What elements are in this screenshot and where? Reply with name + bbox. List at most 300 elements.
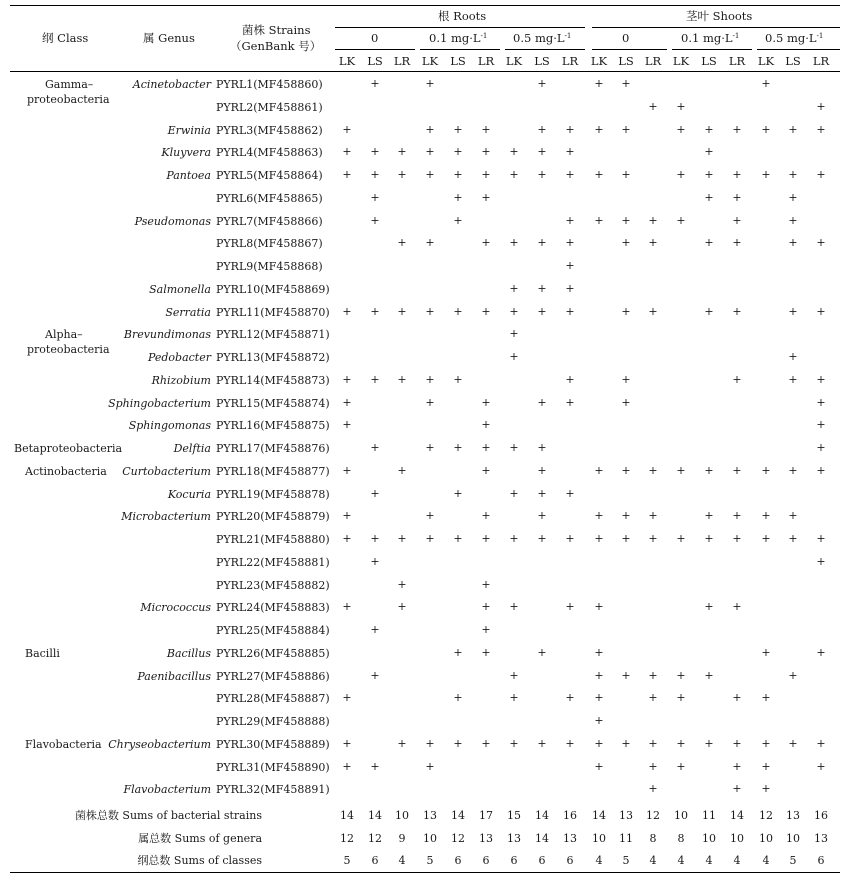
presence-mark: + — [370, 486, 380, 500]
presence-mark: + — [676, 691, 686, 705]
presence-mark: + — [509, 281, 519, 295]
presence-mark: + — [342, 145, 352, 159]
presence-mark: + — [481, 168, 491, 181]
conc-rule-roots-05 — [505, 49, 585, 50]
genus-label: Pseudomonas — [134, 214, 211, 228]
genus-label: Rhizobium — [151, 373, 211, 387]
presence-mark: + — [537, 532, 547, 545]
presence-mark: + — [537, 736, 547, 750]
presence-mark: + — [425, 532, 435, 545]
strain-label: PYRL13(MF458872) — [216, 351, 330, 364]
presence-mark: + — [594, 122, 604, 136]
presence-mark: + — [370, 372, 380, 386]
presence-mark: + — [565, 395, 575, 409]
summary-value: 10 — [702, 831, 716, 845]
subcolumn-header-lr: LR — [393, 54, 411, 68]
strain-label: PYRL14(MF458873) — [216, 373, 330, 387]
presence-mark: + — [397, 236, 407, 250]
class-label: Alpha– — [45, 328, 83, 342]
summary-value: 4 — [649, 854, 657, 867]
strain-column-subheader: （GenBank 号） — [230, 39, 322, 53]
summary-value: 14 — [368, 809, 382, 822]
presence-mark: + — [537, 463, 547, 477]
presence-mark: + — [342, 600, 352, 614]
presence-mark: + — [397, 577, 407, 591]
strain-label: PYRL29(MF458888) — [216, 715, 330, 728]
subcolumn-header-lr: LR — [812, 54, 830, 68]
summary-value: 8 — [649, 831, 657, 845]
conc-rule-roots-01 — [420, 49, 500, 50]
presence-mark: + — [594, 714, 604, 727]
summary-value: 12 — [646, 809, 660, 822]
presence-mark: + — [621, 213, 631, 227]
concentration-label: 0.1 mg·L — [681, 31, 733, 45]
presence-mark: + — [537, 281, 547, 295]
presence-mark: + — [481, 418, 491, 432]
conc-rule-shoots-0 — [592, 49, 667, 50]
class-label: proteobacteria — [27, 343, 110, 357]
subcolumn-header-lk: LK — [505, 54, 523, 68]
table-top-rule — [10, 5, 840, 6]
presence-mark: + — [453, 372, 463, 386]
summary-value: 14 — [730, 809, 744, 822]
presence-mark: + — [761, 736, 771, 750]
subcolumn-header-lk: LK — [672, 54, 690, 68]
presence-mark: + — [509, 668, 519, 682]
presence-mark: + — [509, 304, 519, 318]
subcolumn-header-lr: LR — [561, 54, 579, 68]
presence-mark: + — [565, 304, 575, 318]
strain-label: PYRL1(MF458860) — [216, 78, 323, 91]
presence-mark: + — [342, 532, 352, 545]
summary-value: 13 — [563, 831, 577, 845]
presence-mark: + — [761, 691, 771, 705]
presence-mark: + — [594, 463, 604, 477]
presence-mark: + — [537, 645, 547, 659]
summary-value: 6 — [482, 854, 490, 867]
presence-mark: + — [453, 168, 463, 181]
summary-label: 属总数 Sums of genera — [138, 831, 262, 845]
summary-value: 13 — [786, 809, 800, 822]
presence-mark: + — [648, 99, 658, 113]
summary-value: 14 — [592, 809, 606, 822]
strain-label: PYRL21(MF458880) — [216, 533, 330, 546]
presence-mark: + — [761, 77, 771, 90]
genus-label: Pedobacter — [147, 351, 211, 364]
presence-mark: + — [676, 736, 686, 750]
summary-value: 12 — [759, 809, 773, 822]
presence-mark: + — [565, 281, 575, 295]
presence-mark: + — [761, 509, 771, 523]
summary-value: 14 — [451, 809, 465, 822]
presence-mark: + — [704, 736, 714, 750]
strain-label: PYRL11(MF458870) — [216, 305, 330, 319]
presence-mark: + — [509, 145, 519, 159]
presence-mark: + — [370, 77, 380, 90]
presence-mark: + — [621, 122, 631, 136]
genus-label: Microbacterium — [121, 510, 211, 524]
presence-mark: + — [761, 122, 771, 136]
class-column-header: 纲 Class — [42, 31, 89, 45]
summary-value: 10 — [759, 831, 773, 845]
presence-mark: + — [621, 736, 631, 750]
class-label: Flavobacteria — [25, 737, 102, 751]
strain-label: PYRL23(MF458882) — [216, 578, 330, 592]
strain-label: PYRL17(MF458876) — [216, 442, 330, 455]
presence-mark: + — [761, 759, 771, 773]
summary-value: 14 — [340, 809, 354, 822]
concentration-label: 0.1 mg·L — [429, 31, 481, 45]
subcolumn-header-ls: LS — [534, 54, 550, 68]
presence-mark: + — [342, 395, 352, 409]
presence-mark: + — [732, 759, 742, 773]
presence-mark: + — [425, 168, 435, 181]
summary-label: 菌株总数 Sums of bacterial strains — [74, 809, 262, 822]
presence-mark: + — [397, 600, 407, 614]
summary-value: 4 — [705, 854, 713, 867]
shoots-group-header: 茎叶 Shoots — [686, 9, 753, 23]
presence-mark: + — [648, 736, 658, 750]
presence-mark: + — [565, 372, 575, 386]
class-label: Betaproteobacteria — [14, 442, 123, 455]
presence-mark: + — [509, 532, 519, 545]
concentration-unit-exponent: -1 — [564, 32, 572, 40]
presence-mark: + — [537, 236, 547, 250]
presence-mark: + — [397, 304, 407, 318]
strain-label: PYRL8(MF458867) — [216, 237, 323, 251]
presence-mark: + — [425, 372, 435, 386]
genus-label: Sphingomonas — [128, 419, 211, 433]
concentration-header — [371, 33, 378, 45]
presence-mark: + — [761, 463, 771, 477]
presence-mark: + — [594, 645, 604, 659]
presence-mark: + — [453, 190, 463, 204]
summary-value: 5 — [426, 854, 434, 867]
presence-mark: + — [788, 736, 798, 750]
strain-label: PYRL5(MF458864) — [216, 169, 323, 182]
presence-mark: + — [481, 600, 491, 614]
presence-mark: + — [537, 441, 547, 454]
subcolumn-header-ls: LS — [367, 54, 383, 68]
presence-mark: + — [676, 532, 686, 545]
concentration-header — [429, 33, 487, 45]
presence-mark: + — [370, 623, 380, 636]
presence-mark: + — [788, 122, 798, 136]
presence-mark: + — [648, 463, 658, 477]
presence-mark: + — [816, 463, 826, 477]
presence-mark: + — [648, 691, 658, 705]
presence-mark: + — [676, 99, 686, 113]
presence-mark: + — [453, 645, 463, 659]
presence-mark: + — [816, 441, 826, 454]
strain-label: PYRL15(MF458874) — [216, 396, 330, 410]
summary-label: 纲总数 Sums of classes — [137, 854, 262, 867]
genus-label: Brevundimonas — [123, 328, 211, 342]
presence-mark: + — [788, 213, 798, 227]
genus-label: Curtobacterium — [122, 464, 211, 478]
presence-mark: + — [481, 236, 491, 250]
presence-mark: + — [481, 145, 491, 159]
presence-mark: + — [704, 122, 714, 136]
strain-label: PYRL25(MF458884) — [216, 624, 330, 637]
genus-label: Paenibacillus — [137, 669, 211, 683]
presence-mark: + — [537, 486, 547, 500]
presence-mark: + — [704, 668, 714, 682]
presence-mark: + — [648, 782, 658, 796]
presence-mark: + — [788, 236, 798, 250]
concentration-header — [765, 33, 823, 45]
concentration-label: 0 — [622, 31, 630, 45]
presence-mark: + — [509, 168, 519, 181]
strain-label: PYRL6(MF458865) — [216, 191, 323, 205]
presence-mark: + — [761, 168, 771, 181]
strain-label: PYRL12(MF458871) — [216, 328, 330, 342]
presence-mark: + — [370, 145, 380, 159]
genus-label: Bacillus — [166, 646, 211, 660]
subcolumn-header-lk: LK — [421, 54, 439, 68]
presence-mark: + — [565, 213, 575, 227]
presence-mark: + — [453, 145, 463, 159]
presence-mark: + — [732, 509, 742, 523]
presence-mark: + — [621, 532, 631, 545]
presence-mark: + — [648, 509, 658, 523]
presence-mark: + — [397, 372, 407, 386]
presence-mark: + — [342, 736, 352, 750]
presence-mark: + — [732, 304, 742, 318]
presence-mark: + — [370, 532, 380, 545]
presence-mark: + — [481, 463, 491, 477]
class-label: Bacilli — [25, 646, 60, 660]
presence-mark: + — [594, 77, 604, 90]
conc-rule-roots-0 — [335, 49, 415, 50]
presence-mark: + — [732, 190, 742, 204]
presence-mark: + — [453, 122, 463, 136]
presence-mark: + — [481, 736, 491, 750]
presence-mark: + — [481, 645, 491, 659]
presence-mark: + — [370, 168, 380, 181]
presence-mark: + — [648, 532, 658, 545]
presence-mark: + — [537, 509, 547, 523]
presence-mark: + — [676, 668, 686, 682]
class-label: Actinobacteria — [25, 464, 107, 478]
summary-value: 13 — [619, 809, 633, 822]
presence-mark: + — [425, 736, 435, 750]
presence-mark: + — [370, 304, 380, 318]
presence-mark: + — [370, 668, 380, 682]
genus-label: Acinetobacter — [132, 78, 211, 91]
conc-rule-shoots-05 — [757, 49, 840, 50]
concentration-header — [681, 33, 739, 45]
presence-mark: + — [425, 759, 435, 773]
subcolumn-header-ls: LS — [450, 54, 466, 68]
genus-label: Kluyvera — [161, 146, 211, 160]
presence-mark: + — [397, 145, 407, 159]
presence-mark: + — [732, 463, 742, 477]
summary-value: 10 — [786, 831, 800, 845]
summary-value: 13 — [814, 831, 828, 845]
presence-mark: + — [761, 532, 771, 545]
summary-value: 6 — [566, 854, 574, 867]
presence-mark: + — [732, 122, 742, 136]
presence-mark: + — [342, 691, 352, 705]
presence-mark: + — [594, 759, 604, 773]
presence-mark: + — [732, 168, 742, 181]
presence-mark: + — [704, 145, 714, 159]
presence-mark: + — [453, 213, 463, 227]
summary-value: 12 — [451, 831, 465, 845]
summary-value: 6 — [510, 854, 518, 867]
summary-value: 12 — [368, 831, 382, 845]
presence-mark: + — [594, 736, 604, 750]
summary-value: 13 — [507, 831, 521, 845]
presence-mark: + — [481, 304, 491, 318]
summary-value: 4 — [677, 854, 685, 867]
presence-mark: + — [425, 145, 435, 159]
strain-label: PYRL16(MF458875) — [216, 419, 330, 433]
presence-mark: + — [509, 236, 519, 250]
summary-value: 14 — [535, 809, 549, 822]
presence-mark: + — [565, 236, 575, 250]
subcolumn-header-lk: LK — [757, 54, 775, 68]
presence-mark: + — [732, 600, 742, 614]
concentration-unit-exponent: -1 — [480, 32, 488, 40]
presence-mark: + — [509, 441, 519, 454]
presence-mark: + — [704, 532, 714, 545]
roots-group-header: 根 Roots — [438, 9, 487, 23]
summary-value: 9 — [398, 831, 406, 845]
genus-column-header: 属 Genus — [143, 31, 195, 45]
subcolumn-header-lr: LR — [477, 54, 495, 68]
presence-mark: + — [704, 600, 714, 614]
presence-mark: + — [565, 486, 575, 500]
strain-label: PYRL9(MF458868) — [216, 260, 323, 273]
genus-label: Kocuria — [167, 487, 211, 501]
strain-label: PYRL24(MF458883) — [216, 601, 330, 615]
presence-mark: + — [370, 441, 380, 454]
presence-mark: + — [370, 759, 380, 773]
presence-mark: + — [761, 782, 771, 796]
presence-mark: + — [676, 759, 686, 773]
presence-mark: + — [425, 441, 435, 454]
presence-mark: + — [816, 99, 826, 113]
genus-label: Flavobacterium — [123, 783, 211, 797]
presence-mark: + — [509, 691, 519, 705]
presence-mark: + — [453, 532, 463, 545]
presence-mark: + — [621, 77, 631, 90]
presence-mark: + — [732, 782, 742, 796]
presence-mark: + — [704, 168, 714, 181]
strain-label: PYRL20(MF458879) — [216, 510, 330, 524]
presence-mark: + — [704, 190, 714, 204]
presence-mark: + — [816, 372, 826, 386]
presence-mark: + — [425, 77, 435, 90]
presence-mark: + — [704, 509, 714, 523]
presence-mark: + — [537, 395, 547, 409]
presence-mark: + — [481, 577, 491, 591]
subcolumn-header-lr: LR — [644, 54, 662, 68]
presence-mark: + — [509, 736, 519, 750]
roots-group-rule — [335, 27, 585, 28]
presence-mark: + — [594, 532, 604, 545]
presence-mark: + — [453, 691, 463, 705]
subcolumn-header-lk: LK — [338, 54, 356, 68]
presence-mark: + — [594, 213, 604, 227]
presence-mark: + — [732, 236, 742, 250]
presence-mark: + — [537, 304, 547, 318]
summary-value: 5 — [343, 854, 351, 867]
presence-mark: + — [621, 668, 631, 682]
presence-mark: + — [565, 736, 575, 750]
summary-value: 8 — [677, 831, 685, 845]
presence-mark: + — [397, 463, 407, 477]
header-bottom-rule — [10, 71, 840, 72]
summary-value: 17 — [479, 809, 493, 822]
presence-mark: + — [648, 236, 658, 250]
presence-mark: + — [342, 418, 352, 432]
genus-label: Micrococcus — [140, 601, 211, 615]
presence-mark: + — [621, 168, 631, 181]
summary-value: 10 — [592, 831, 606, 845]
presence-mark: + — [788, 190, 798, 204]
presence-mark: + — [816, 532, 826, 545]
presence-mark: + — [676, 168, 686, 181]
concentration-label: 0 — [371, 31, 379, 45]
presence-mark: + — [425, 122, 435, 136]
presence-mark: + — [621, 304, 631, 318]
genus-label: Sphingobacterium — [108, 396, 211, 410]
presence-mark: + — [509, 486, 519, 500]
summary-value: 13 — [423, 809, 437, 822]
presence-mark: + — [509, 327, 519, 341]
presence-mark: + — [481, 532, 491, 545]
concentration-label: 0.5 mg·L — [765, 31, 817, 45]
presence-mark: + — [816, 236, 826, 250]
presence-mark: + — [342, 304, 352, 318]
presence-mark: + — [453, 486, 463, 500]
summary-value: 6 — [817, 854, 825, 867]
summary-value: 16 — [814, 809, 828, 822]
summary-value: 5 — [622, 854, 630, 867]
presence-mark: + — [704, 304, 714, 318]
presence-mark: + — [453, 441, 463, 454]
presence-mark: + — [732, 213, 742, 227]
presence-mark: + — [425, 236, 435, 250]
presence-mark: + — [342, 759, 352, 773]
strain-label: PYRL10(MF458869) — [216, 282, 330, 296]
presence-mark: + — [816, 645, 826, 659]
presence-mark: + — [676, 213, 686, 227]
genus-label: Pantoea — [166, 169, 211, 182]
strain-label: PYRL18(MF458877) — [216, 464, 330, 478]
presence-mark: + — [704, 236, 714, 250]
presence-mark: + — [565, 600, 575, 614]
summary-value: 12 — [340, 831, 354, 845]
presence-mark: + — [342, 122, 352, 136]
presence-mark: + — [425, 395, 435, 409]
presence-mark: + — [565, 259, 575, 272]
presence-mark: + — [481, 509, 491, 523]
strain-label: PYRL7(MF458866) — [216, 214, 323, 228]
presence-mark: + — [342, 372, 352, 386]
genus-label: Salmonella — [149, 282, 211, 296]
strain-label: PYRL28(MF458887) — [216, 692, 330, 706]
presence-mark: + — [816, 759, 826, 773]
presence-mark: + — [732, 532, 742, 545]
presence-mark: + — [621, 236, 631, 250]
presence-mark: + — [397, 736, 407, 750]
genus-label: Delftia — [173, 442, 211, 455]
strain-label: PYRL26(MF458885) — [216, 646, 330, 660]
